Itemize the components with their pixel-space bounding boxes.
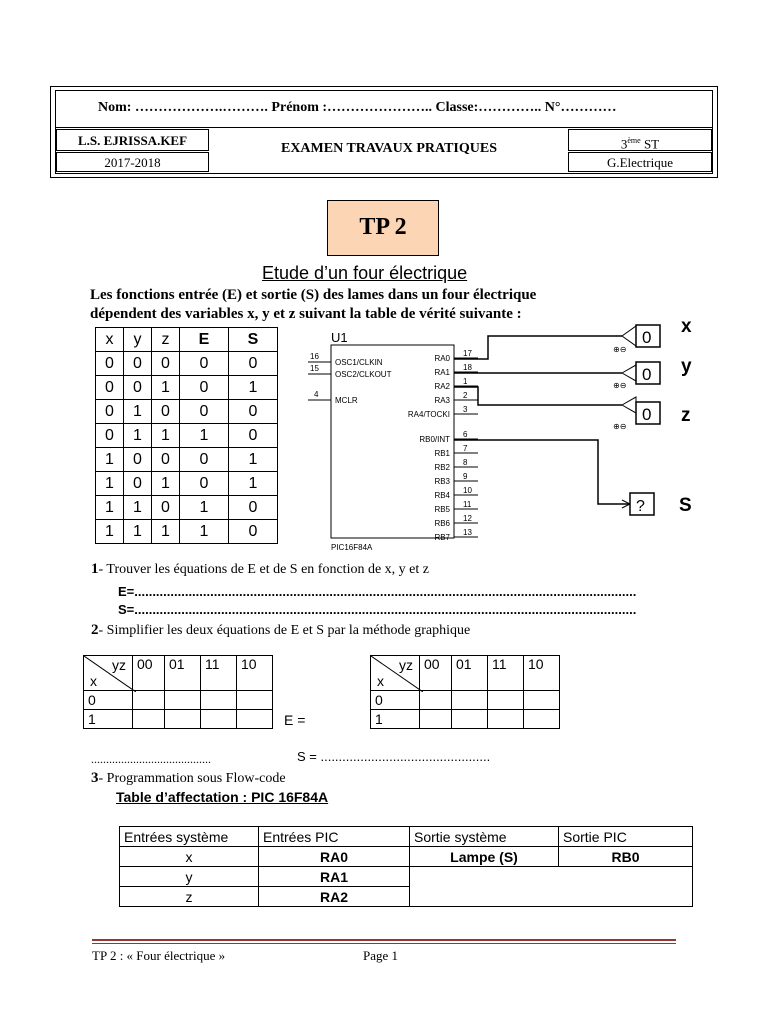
cell: 0 — [124, 352, 152, 376]
kmap-row-label: 1 — [84, 710, 133, 729]
aff-cell: y — [120, 867, 259, 887]
cell: 1 — [229, 376, 278, 400]
kmap-row-label: 1 — [371, 710, 420, 729]
pin-name: RA0 — [434, 354, 450, 363]
kmap-cell[interactable] — [201, 710, 237, 729]
kmap-col: 01 — [452, 656, 488, 691]
aff-cell: RB0 — [559, 847, 693, 867]
circuit-diagram — [300, 318, 720, 558]
cell: 0 — [96, 376, 124, 400]
school-year: 2017-2018 — [56, 152, 209, 172]
footer-rule — [92, 939, 676, 941]
pin-num: 1 — [463, 377, 468, 386]
switch-x[interactable] — [613, 318, 692, 354]
right-pin-ra0 — [434, 349, 478, 363]
pin-name: RB7 — [434, 533, 450, 542]
identity-line: Nom: ……………….………. Prénom :………………….. Classe:………….. N°………… — [98, 100, 617, 115]
switch-z[interactable] — [613, 397, 691, 431]
cell: 1 — [124, 424, 152, 448]
kmap-header-row — [371, 656, 560, 691]
pin-name: RB0/INT — [419, 435, 450, 444]
q3-number: 3 — [91, 770, 99, 786]
cell: 0 — [124, 448, 152, 472]
output-s-value: ? — [636, 498, 645, 515]
cell: 0 — [180, 376, 229, 400]
cell: 1 — [96, 496, 124, 520]
cell: 0 — [180, 400, 229, 424]
pin-name: RB3 — [434, 477, 450, 486]
cell: 1 — [152, 520, 180, 544]
aff-header: Sortie système — [410, 827, 559, 847]
affectation-header — [120, 827, 693, 847]
pin-name: RA4/TOCKI — [407, 410, 450, 419]
cell: 0 — [152, 400, 180, 424]
subtitle: Etude d’un four électrique — [262, 263, 468, 283]
pin-name: RB5 — [434, 505, 450, 514]
switch-y-value: 0 — [642, 365, 652, 384]
class-level — [568, 129, 712, 151]
kmap-corner-x: x — [377, 673, 384, 689]
output-s-label: S — [679, 495, 692, 516]
kmap-cell[interactable] — [420, 710, 452, 729]
left-pin-osc1 — [308, 352, 383, 367]
cell: 0 — [96, 400, 124, 424]
pin-num: 7 — [463, 444, 468, 453]
aff-header: Sortie PIC — [559, 827, 693, 847]
cell: 0 — [96, 424, 124, 448]
table-row — [96, 376, 278, 400]
table-row — [96, 352, 278, 376]
kmap-row — [84, 710, 273, 729]
wire-rb0-s — [454, 440, 630, 504]
switch-y[interactable] — [613, 356, 692, 390]
pin-name: RB4 — [434, 491, 450, 500]
cell: 1 — [152, 424, 180, 448]
q1-text: - Trouver les équations de E et de S en fonction de x, y et z — [98, 562, 429, 577]
kmap-row-label: 0 — [371, 691, 420, 710]
right-pin-rb0-int — [419, 430, 478, 444]
kmap-s — [370, 655, 560, 729]
th-s: S — [229, 328, 278, 352]
switch-y-label: y — [681, 356, 692, 377]
chip-ref: U1 — [331, 330, 348, 345]
pin-name: RA2 — [434, 382, 450, 391]
cell: 1 — [229, 448, 278, 472]
cell: 0 — [229, 352, 278, 376]
question-2 — [91, 622, 470, 639]
pin-name: RA3 — [434, 396, 450, 405]
q3-text: - Programmation sous Flow-code — [98, 771, 286, 786]
kmap-cell[interactable] — [201, 691, 237, 710]
kmap-cell[interactable] — [237, 691, 273, 710]
cell: 0 — [124, 472, 152, 496]
kmap-cell[interactable] — [524, 710, 560, 729]
pin-name: MCLR — [335, 396, 358, 405]
right-pin-rb4 — [434, 486, 478, 500]
pin-num: 16 — [310, 352, 319, 361]
cell: 0 — [124, 376, 152, 400]
right-pin-rb7 — [434, 528, 478, 542]
cell: 0 — [229, 424, 278, 448]
output-s — [622, 493, 692, 516]
right-pin-rb6 — [434, 514, 478, 528]
kmap-cell[interactable] — [237, 710, 273, 729]
pin-num: 12 — [463, 514, 472, 523]
cell: 1 — [152, 472, 180, 496]
wire-ra0-x — [454, 336, 622, 359]
kmap-col: 11 — [201, 656, 237, 691]
truth-table-header — [96, 328, 278, 352]
intro-line-2: dépendent des variables x, y et z suivant la table de vérité suivante : — [90, 306, 522, 322]
truth-table — [95, 327, 278, 544]
kmap-corner-x: x — [90, 673, 97, 689]
right-pin-ra4-tocki — [408, 405, 478, 419]
switch-x-toggle[interactable]: ⊕⊖ — [613, 345, 627, 354]
right-pin-rb3 — [434, 472, 478, 486]
right-pin-ra2 — [434, 377, 478, 391]
right-pins — [408, 349, 478, 542]
pin-num: 18 — [463, 363, 472, 372]
th-y: y — [124, 328, 152, 352]
affectation-table — [119, 826, 693, 907]
q1-e-line: E=........................................................................................................................................... — [118, 584, 637, 599]
kmap-col: 11 — [488, 656, 524, 691]
switch-x-label: x — [681, 318, 692, 337]
kmap-cell[interactable] — [488, 691, 524, 710]
cell: 0 — [180, 472, 229, 496]
cell: 0 — [180, 448, 229, 472]
footer-left: TP 2 : « Four électrique » — [92, 948, 226, 963]
pin-name: OSC2/CLKOUT — [335, 370, 392, 379]
footer-rule-thin — [92, 943, 676, 944]
pin-num: 11 — [463, 500, 472, 509]
aff-cell: z — [120, 887, 259, 907]
aff-header: Entrées système — [120, 827, 259, 847]
school-name: L.S. EJRISSA.KEF — [56, 129, 209, 151]
kmap-e — [83, 655, 273, 729]
affectation-title: Table d’affectation : PIC 16F84A — [116, 789, 329, 805]
tp-title-box: TP 2 — [327, 200, 439, 256]
cell: 1 — [124, 400, 152, 424]
question-1 — [91, 561, 429, 578]
cell: 0 — [152, 352, 180, 376]
kmap-cell[interactable] — [524, 691, 560, 710]
pin-name: RA1 — [434, 368, 450, 377]
th-x: x — [96, 328, 124, 352]
kmap-col: 01 — [165, 656, 201, 691]
table-row — [96, 424, 278, 448]
cell: 1 — [180, 520, 229, 544]
pin-num: 17 — [463, 349, 472, 358]
cell: 1 — [96, 448, 124, 472]
department: G.Electrique — [568, 152, 712, 172]
aff-cell: RA1 — [259, 867, 410, 887]
kmap-row — [371, 691, 560, 710]
cell: 1 — [152, 376, 180, 400]
kmap-cell[interactable] — [488, 710, 524, 729]
table-row — [96, 520, 278, 544]
table-row — [96, 448, 278, 472]
table-row — [120, 867, 693, 887]
th-e: E — [180, 328, 229, 352]
kmap-cell[interactable] — [165, 710, 201, 729]
table-row — [96, 496, 278, 520]
kmap-corner-yz: yz — [112, 657, 126, 673]
cell: 0 — [229, 400, 278, 424]
cell: 1 — [124, 496, 152, 520]
pin-num: 8 — [463, 458, 468, 467]
kmap-corner — [84, 656, 133, 691]
aff-header: Entrées PIC — [259, 827, 410, 847]
cell: 0 — [229, 496, 278, 520]
aff-cell: RA2 — [259, 887, 410, 907]
table-row — [120, 847, 693, 867]
pin-num: 10 — [463, 486, 472, 495]
pin-name: RB6 — [434, 519, 450, 528]
kmap-col: 10 — [237, 656, 273, 691]
switch-x-value: 0 — [642, 328, 652, 347]
kmap-e-label: E = — [284, 712, 306, 728]
question-3 — [91, 770, 286, 787]
kmap-row-label: 0 — [84, 691, 133, 710]
cell: 0 — [152, 496, 180, 520]
aff-cell: Lampe (S) — [410, 847, 559, 867]
cell: 1 — [229, 472, 278, 496]
kmap-cell[interactable] — [133, 691, 165, 710]
kmap-col: 00 — [133, 656, 165, 691]
class-level-num: 3 — [620, 136, 628, 152]
kmap-cell[interactable] — [452, 691, 488, 710]
kmap-cell[interactable] — [420, 691, 452, 710]
table-row — [96, 400, 278, 424]
kmap-cell[interactable] — [133, 710, 165, 729]
cell: 0 — [96, 352, 124, 376]
left-pin-mclr — [308, 390, 358, 405]
switch-z-toggle[interactable]: ⊕⊖ — [613, 422, 627, 431]
chip-name: PIC16F84A — [331, 543, 373, 552]
exam-title: EXAMEN TRAVAUX PRATIQUES — [280, 141, 497, 156]
kmap-header-row — [84, 656, 273, 691]
q1-s-line: S=........................................................................................................................................... — [118, 602, 637, 617]
q1-number: 1 — [91, 561, 99, 577]
pin-name: OSC1/CLKIN — [335, 358, 383, 367]
intro-line-1: Les fonctions entrée (E) et sortie (S) des lames dans un four électrique — [90, 287, 537, 303]
right-pin-ra3 — [434, 391, 478, 405]
q2-number: 2 — [91, 622, 99, 638]
e-answer-dots: ........................................ — [91, 752, 211, 766]
pin-num: 3 — [463, 405, 468, 414]
pin-name: RB1 — [434, 449, 450, 458]
cell: 1 — [96, 472, 124, 496]
kmap-row — [84, 691, 273, 710]
kmap-row — [371, 710, 560, 729]
right-pin-rb2 — [434, 458, 478, 472]
q2-text: - Simplifier les deux équations de E et S par la méthode graphique — [98, 623, 471, 638]
kmap-col: 00 — [420, 656, 452, 691]
aff-empty-block — [410, 867, 693, 907]
wire-ra2-z — [454, 387, 622, 405]
pin-num: 15 — [310, 364, 319, 373]
footer-page: Page 1 — [363, 948, 399, 963]
pin-num: 13 — [463, 528, 472, 537]
cell: 0 — [152, 448, 180, 472]
switch-y-toggle[interactable]: ⊕⊖ — [613, 381, 627, 390]
cell: 1 — [180, 424, 229, 448]
pin-num: 9 — [463, 472, 468, 481]
header-divider — [55, 127, 713, 128]
kmap-corner — [371, 656, 420, 691]
cell: 1 — [96, 520, 124, 544]
cell: 0 — [180, 352, 229, 376]
aff-cell: RA0 — [259, 847, 410, 867]
kmap-col: 10 — [524, 656, 560, 691]
kmap-cell[interactable] — [165, 691, 201, 710]
class-level-suffix: ST — [640, 136, 660, 152]
s-answer-line: S = ............................................... — [297, 749, 491, 764]
switch-z-value: 0 — [642, 405, 652, 424]
right-pin-rb5 — [434, 500, 478, 514]
pin-num: 6 — [463, 430, 468, 439]
pin-num: 2 — [463, 391, 468, 400]
aff-cell: x — [120, 847, 259, 867]
cell: 1 — [124, 520, 152, 544]
cell: 1 — [180, 496, 229, 520]
th-z: z — [152, 328, 180, 352]
class-level-sup: ème — [627, 136, 641, 145]
right-pin-rb1 — [434, 444, 478, 458]
table-row — [96, 472, 278, 496]
pin-name: RB2 — [434, 463, 450, 472]
cell: 0 — [229, 520, 278, 544]
kmap-cell[interactable] — [452, 710, 488, 729]
kmap-corner-yz: yz — [399, 657, 413, 673]
right-pin-ra1 — [434, 363, 478, 377]
pin-num: 4 — [314, 390, 319, 399]
switch-z-label: z — [681, 405, 691, 426]
